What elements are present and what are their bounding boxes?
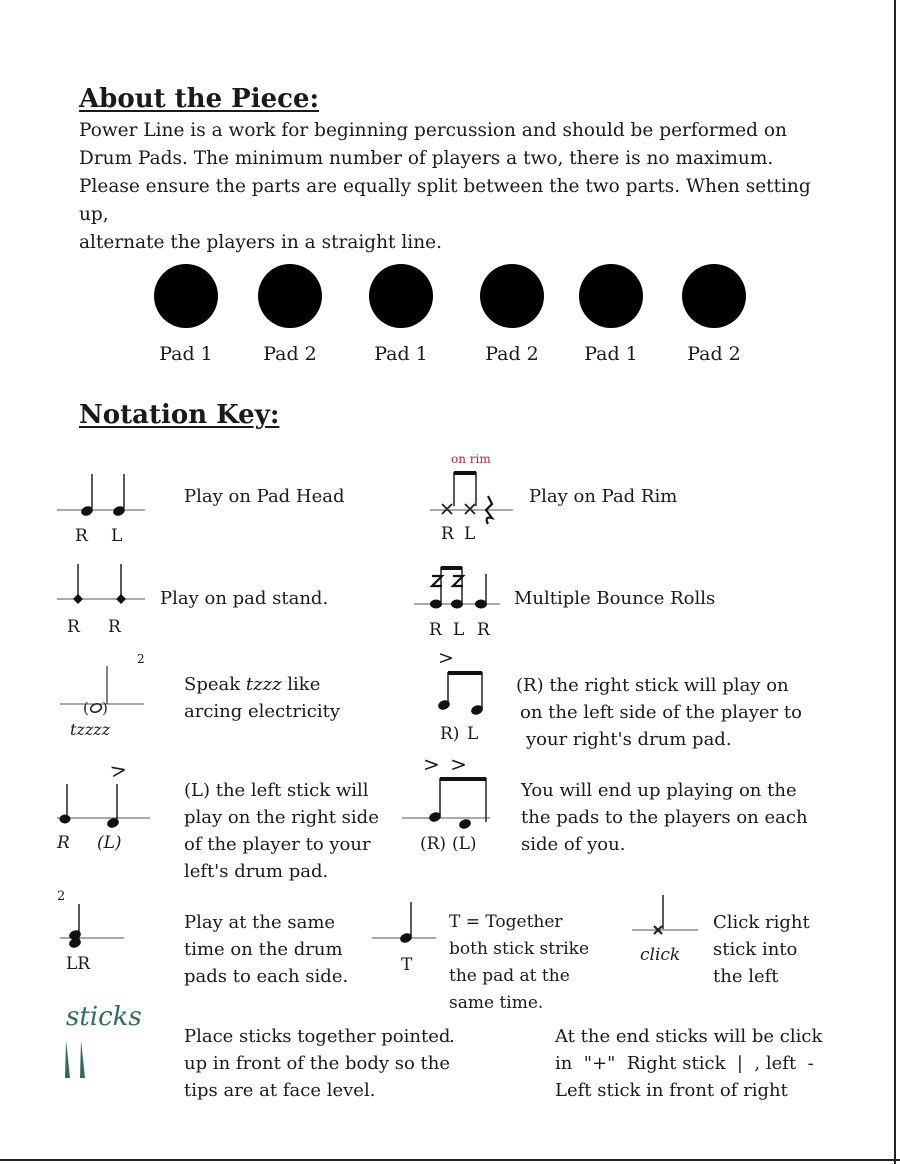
- speak-desc-word: tzzz: [245, 674, 282, 695]
- click-label: click: [640, 945, 681, 965]
- pad-label: Pad 2: [263, 343, 317, 365]
- right-stick-desc: your right's drum pad.: [526, 729, 732, 750]
- bounce-roll-desc: Multiple Bounce Rolls: [514, 588, 716, 609]
- pad-head-desc: Play on Pad Head: [184, 486, 345, 507]
- about-line: alternate the players in a straight line.: [79, 232, 442, 253]
- together-desc: both stick strike: [449, 939, 590, 959]
- speak-desc: [184, 671, 320, 698]
- end-desc: Left stick in front of right: [555, 1080, 788, 1101]
- sticking-label: (L): [97, 833, 122, 853]
- pad-label: Pad 1: [159, 343, 213, 365]
- sticking-label: (R): [420, 834, 447, 854]
- click-desc: stick into: [713, 939, 798, 960]
- sticking-label: L: [464, 524, 476, 544]
- right-stick-desc: on the left side of the player to: [520, 702, 802, 723]
- notation-key-heading: Notation Key:: [79, 400, 280, 430]
- sticking-label: R: [67, 617, 80, 637]
- drum-pad-1: [154, 264, 218, 328]
- together-desc: the pad at the: [449, 966, 570, 986]
- page-edge-bottom: [0, 1159, 900, 1161]
- same-time-desc: Play at the same: [184, 912, 336, 933]
- sticking-label: R: [441, 524, 454, 544]
- sticking-label: T: [401, 955, 413, 975]
- about-line: Please ensure the parts are equally split between the two parts. When setting up,: [79, 176, 811, 225]
- sticking-label: L: [111, 526, 123, 546]
- pad-label: Pad 1: [374, 343, 428, 365]
- page-edge-right: [894, 0, 896, 1164]
- left-stick-desc: play on the right side: [184, 807, 379, 828]
- click-desc: Click right: [713, 912, 810, 933]
- measure-mark: 2: [137, 652, 145, 666]
- accent-mark: > >: [423, 752, 469, 776]
- pad-rim-desc: Play on Pad Rim: [529, 486, 678, 507]
- speak-desc-text: like: [281, 674, 321, 695]
- drum-pad-5: [579, 264, 643, 328]
- bounce-roll-notation: [412, 562, 502, 612]
- accent-mark: >: [108, 756, 129, 784]
- about-heading: About the Piece:: [79, 84, 320, 114]
- sticking-label: R: [75, 526, 88, 546]
- svg-text:): ): [102, 699, 108, 717]
- speak-desc: arcing electricity: [184, 701, 340, 722]
- sticking-label: LR: [66, 954, 91, 974]
- about-line: Drum Pads. The minimum number of players a two, there is no maximum.: [79, 148, 774, 169]
- click-notation: [630, 893, 702, 943]
- speak-notation: [58, 664, 148, 720]
- drum-pad-6: [682, 264, 746, 328]
- together-desc: T = Together: [449, 912, 563, 932]
- left-stick-notation: [55, 780, 155, 830]
- speak-desc-text: Speak: [184, 674, 246, 695]
- stray-dot: .: [449, 1026, 455, 1047]
- same-time-desc: time on the drum: [184, 939, 343, 960]
- sticks-icon: [58, 1036, 98, 1084]
- pad-rim-notation: [428, 466, 518, 528]
- sticking-label: R: [57, 833, 70, 853]
- pad-stand-desc: Play on pad stand.: [160, 588, 329, 609]
- sticking-label: R): [440, 724, 460, 744]
- pad-label: Pad 2: [687, 343, 741, 365]
- drum-pad-4: [480, 264, 544, 328]
- drum-pad-2: [258, 264, 322, 328]
- sticking-label: R: [108, 617, 121, 637]
- click-desc: the left: [713, 966, 779, 987]
- pad-stand-notation: [55, 558, 150, 608]
- end-desc: At the end sticks will be click: [555, 1026, 823, 1047]
- right-stick-notation: [430, 666, 490, 722]
- drum-pad-3: [369, 264, 433, 328]
- sticking-label: R: [477, 620, 490, 640]
- sticking-label: L: [453, 620, 465, 640]
- same-time-desc: pads to each side.: [184, 966, 349, 987]
- both-sides-desc: side of you.: [521, 834, 626, 855]
- pad-head-notation: [55, 470, 150, 520]
- same-time-notation: [58, 900, 128, 954]
- together-notation: [370, 898, 440, 950]
- pad-label: Pad 2: [485, 343, 539, 365]
- sticking-label: (L): [452, 834, 477, 854]
- svg-text:(: (: [83, 699, 89, 717]
- end-desc: in "+" Right stick | , left -: [555, 1053, 814, 1074]
- measure-mark: 2: [57, 889, 66, 904]
- about-text: [79, 117, 839, 257]
- both-sides-desc: You will end up playing on the: [521, 780, 797, 801]
- left-stick-desc: of the player to your: [184, 834, 371, 855]
- sticks-desc: up in front of the body so the: [184, 1053, 451, 1074]
- sticks-desc: tips are at face level.: [184, 1080, 376, 1101]
- left-stick-desc: (L) the left stick will: [184, 780, 369, 801]
- on-rim-annotation: on rim: [451, 452, 491, 466]
- both-sides-desc: the pads to the players on each: [521, 807, 808, 828]
- both-sides-notation: [400, 774, 495, 830]
- pad-label: Pad 1: [584, 343, 638, 365]
- about-line: Power Line is a work for beginning percussion and should be performed on: [79, 120, 787, 141]
- tzzzz-label: tzzzz: [70, 720, 111, 739]
- together-desc: same time.: [449, 993, 544, 1013]
- sticks-label: sticks: [66, 1002, 142, 1032]
- right-stick-desc: (R) the right stick will play on: [516, 675, 789, 696]
- left-stick-desc: left's drum pad.: [184, 861, 329, 882]
- accent-mark: >: [438, 647, 454, 669]
- sticking-label: R: [429, 620, 442, 640]
- sticks-desc: Place sticks together pointed: [184, 1026, 451, 1047]
- sticking-label: L: [467, 724, 479, 744]
